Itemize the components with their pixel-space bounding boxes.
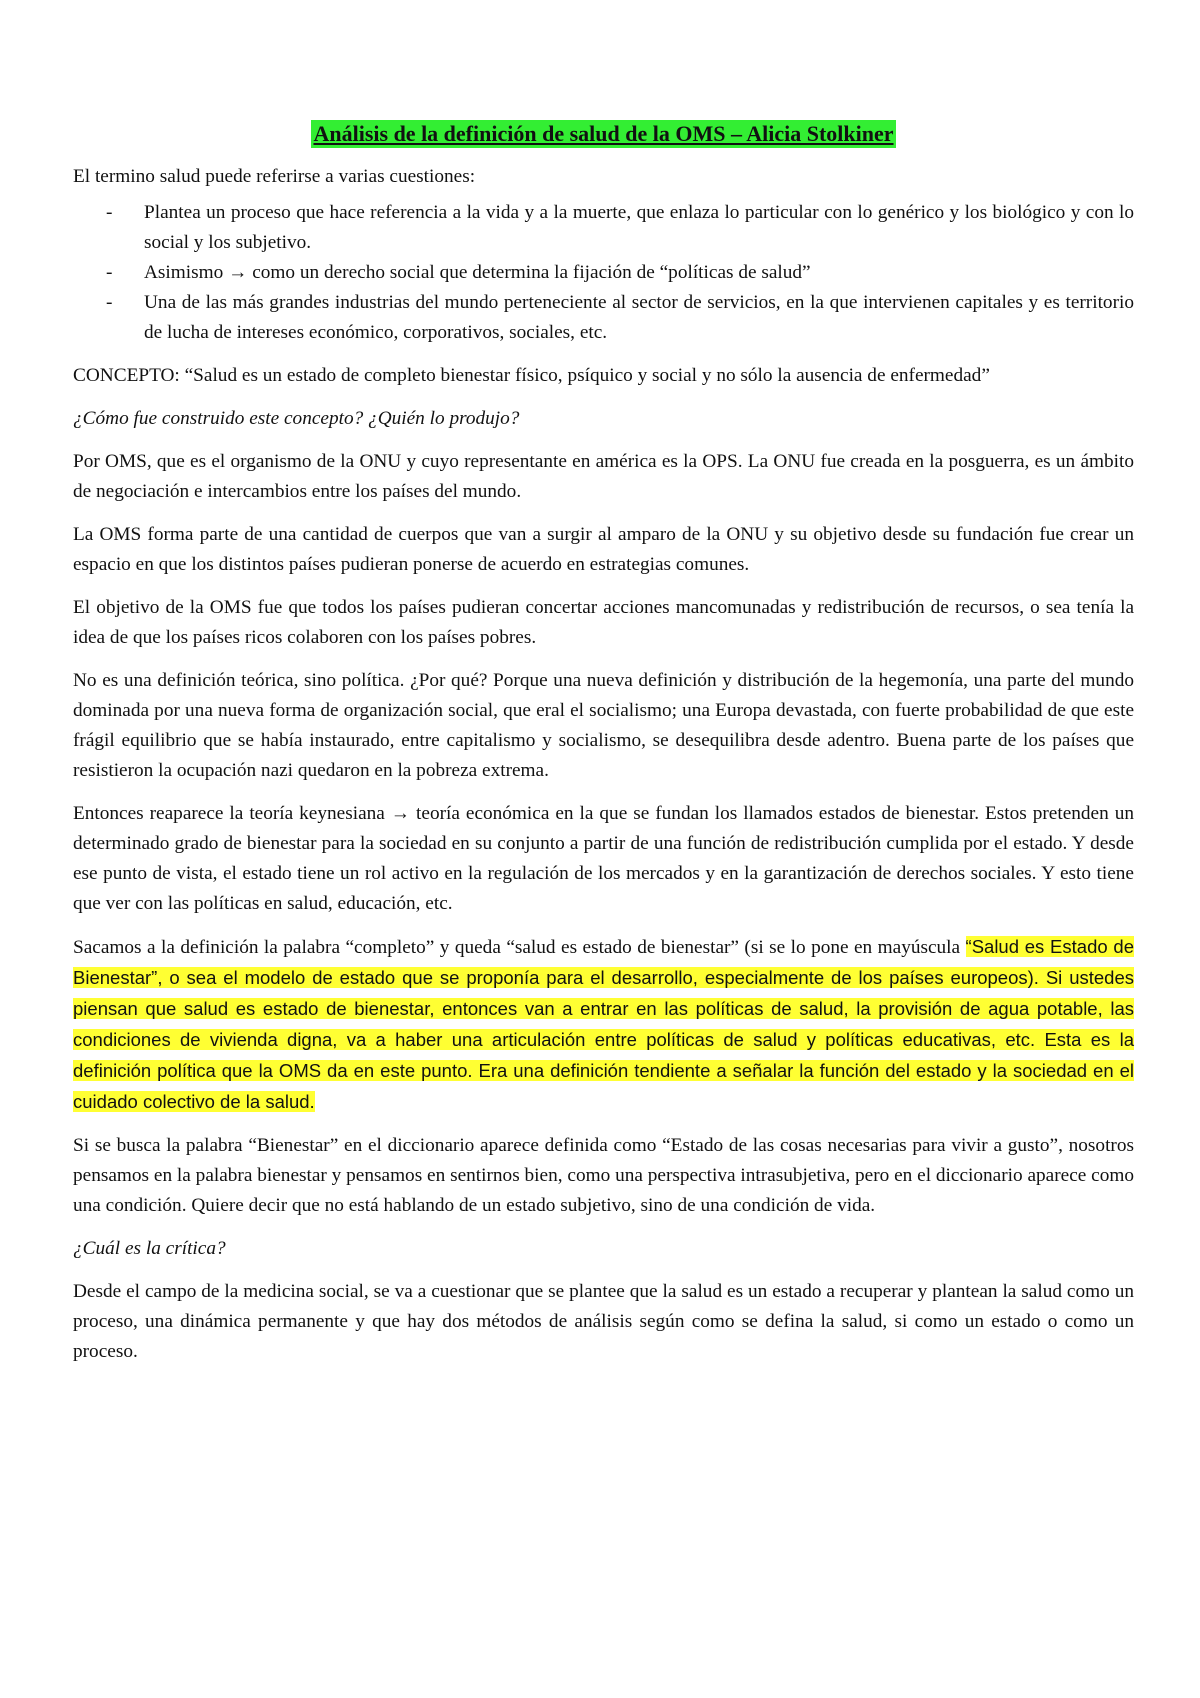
dash-marker: - [106, 292, 113, 313]
document-title: Análisis de la definición de salud de la OMS – Alicia Stolkiner [313, 121, 894, 146]
paragraph-medicina-social: Desde el campo de la medicina social, se va a cuestionar que se plantee que la salud es un estado a recuperar y plantean la salud como un proceso, una dinámica permanente y que hay dos métodos de análisis según como se defina la salud, si como un estado o como un proceso. [73, 1281, 1134, 1362]
paragraph-estado-bienestar [73, 932, 1134, 1118]
title-wrap [73, 120, 1134, 148]
paragraph-keynesiana: Entonces reaparece la teoría keynesiana → teoría económica en la que se fundan los llamados estados de bienestar. Estos pretenden un determinado grado de bienestar para la sociedad en su conjunto a partir de una función de redistribución cumplida por el estado. Y desde ese punto de vista, el estado tiene un rol activo en la regulación de los mercados y en la garantización de derechos sociales. Y esto tiene que ver con las políticas en salud, educación, etc. [73, 803, 1134, 914]
bullet-list [73, 198, 1134, 348]
highlighted-text: “Salud es Estado de Bienestar”, o sea el modelo de estado que se proponía para el desarrollo, especialmente de los países europeos). Si ustedes piensan que salud es estado de bienestar, entonces van a entrar en las políticas de salud, la provisión de agua potable, las condiciones de vivienda digna, va a haber una articulación entre políticas de salud y políticas educativas, etc. Esta es la definición política que la OMS da en este punto. Era una definición tendiente a señalar la función del estado y la sociedad en el cuidado colectivo de la salud. [73, 936, 1134, 1112]
dash-marker: - [106, 202, 113, 223]
list-item [73, 288, 1134, 348]
concept-paragraph: CONCEPTO: “Salud es un estado de completo bienestar físico, psíquico y social y no sólo la ausencia de enfermedad” [73, 365, 990, 386]
list-item-text: Una de las más grandes industrias del mundo perteneciente al sector de servicios, en la que intervienen capitales y es territorio de lucha de intereses económico, corporativos, sociales, etc. [144, 292, 1134, 343]
question-heading-2: ¿Cuál es la crítica? [73, 1238, 226, 1259]
paragraph-oms-objetivo: El objetivo de la OMS fue que todos los países pudieran concertar acciones mancomunadas y redistribución de recursos, o sea tenía la idea de que los países ricos colaboren con los países pobres. [73, 597, 1134, 648]
paragraph-definicion-politica: No es una definición teórica, sino política. ¿Por qué? Porque una nueva definición y distribución de la hegemonía, una parte del mundo dominada por una nueva forma de organización social, que eral el socialismo; una Europa devastada, con fuerte probabilidad de que este frágil equilibrio que se había instaurado, entre capitalismo y socialismo, se desequilibra desde adentro. Buena parte de los países que resistieron la ocupación nazi quedaron en la pobreza extrema. [73, 670, 1134, 781]
paragraph-plain-text: Sacamos a la definición la palabra “completo” y queda “salud es estado de bienestar” (si se lo pone en mayúscula [73, 937, 966, 958]
list-item-text: Asimismo → como un derecho social que determina la fijación de “políticas de salud” [144, 262, 811, 283]
document-page [73, 0, 1134, 1380]
intro-paragraph: El termino salud puede referirse a varias cuestiones: [73, 166, 476, 187]
paragraph-oms-cuerpos: La OMS forma parte de una cantidad de cuerpos que van a surgir al amparo de la ONU y su objetivo desde su fundación fue crear un espacio en que los distintos países pudieran ponerse de acuerdo en estrategias comunes. [73, 524, 1134, 575]
paragraph-diccionario: Si se busca la palabra “Bienestar” en el diccionario aparece definida como “Estado de las cosas necesarias para vivir a gusto”, nosotros pensamos en la palabra bienestar y pensamos en sentirnos bien, como una perspectiva intrasubjetiva, pero en el diccionario aparece como una condición. Quiere decir que no está hablando de un estado subjetivo, sino de una condición de vida. [73, 1135, 1134, 1216]
paragraph-oms-onu: Por OMS, que es el organismo de la ONU y cuyo representante en américa es la OPS. La ONU fue creada en la posguerra, es un ámbito de negociación e intercambios entre los países del mundo. [73, 451, 1134, 502]
list-item [73, 258, 1134, 288]
question-heading-1: ¿Cómo fue construido este concepto? ¿Quién lo produjo? [73, 408, 520, 429]
dash-marker: - [106, 262, 113, 283]
list-item-text: Plantea un proceso que hace referencia a la vida y a la muerte, que enlaza lo particular con lo genérico y los biológico y con lo social y los subjetivo. [144, 202, 1134, 253]
list-item [73, 198, 1134, 258]
